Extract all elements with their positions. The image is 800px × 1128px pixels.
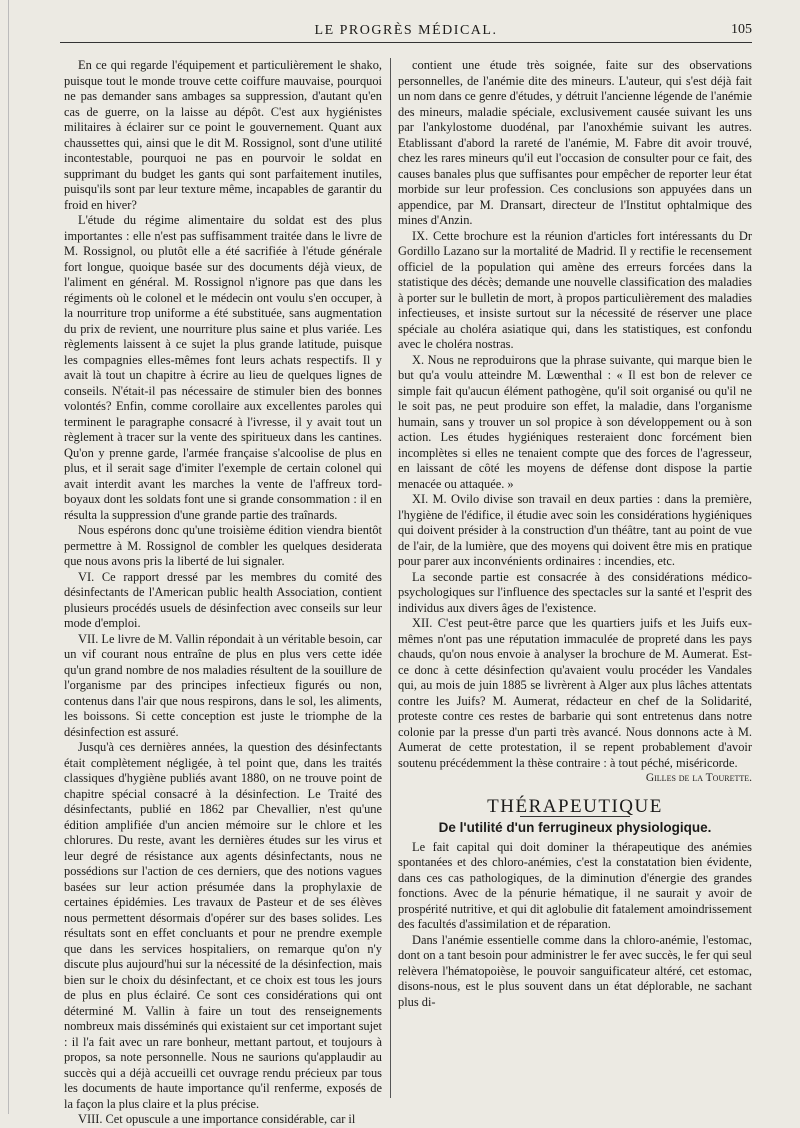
left-column xyxy=(64,58,382,1126)
article-subtitle: De l'utilité d'un ferrugineux physiologique. xyxy=(438,820,712,835)
paragraph: La seconde partie est consacrée à des considérations médico-psychologiques sur l'influence des spectacles sur la santé et l'esprit des individus aux divers âges de l'existence. xyxy=(398,569,752,615)
paragraph: VI. Ce rapport dressé par les membres du comité des désinfectants de l'American public health Association, contient plusieurs procédés usuels de désinfection avec conseils sur leur mode d'emploi. xyxy=(64,569,382,630)
section-title: THÉRAPEUTIQUE xyxy=(487,795,663,817)
paragraph: Dans l'anémie essentielle comme dans la chloro-anémie, l'estomac, dont on a tant besoin pour administrer le fer avec succès, le fer qui seul relèvera l'hématopoièse, le pouvoir sanguificateur altéré, cet estomac, disons-nous, est le plus souvent dans un état déplorable, ne sachant plus di- xyxy=(398,932,752,1009)
paragraph: L'étude du régime alimentaire du soldat est des plus importantes : elle n'est pas suffisamment traitée dans le livre de M. Rossignol, ou plutôt elle a été sacrifiée à l'étude générale fort longue, quoique basée sur des documents déjà vieux, de l'aliment en général. M. Rossignol n'ignore pas que dans les régiments où le colonel et le médecin ont voulu s'en occuper, à la nourriture trop uniforme a été substituée, sans augmentation du prix de revient, une nourriture plus saine et plus variée. Les règlements laissent à ce sujet la plus grande latitude, puisque les compagnies elles-mêmes font leurs achats respectifs. Il y avait là tout un chapitre à écrire au lieu de quelques lignes de conseils. N'était-il pas nécessaire de stimuler bien des bonnes volontés? Enfin, comme corollaire aux excellentes paroles qui terminent le paragraphe consacré à l'ivresse, il y avait tout un règlement à tracer sur la vente des spiritueux dans les cantines. Qu'on y prenne garde, l'armée française s'alcoolise de plus en plus, et il serait sage d'imiter l'exemple de certain colonel qui avait interdit avant les marches la vente de l'affreux tord-boyaux dont les soldats font une si grande consommation : il en résulta la suppression d'une grande partie des traînards. xyxy=(64,213,382,522)
column-divider xyxy=(390,58,391,1098)
page-number: 105 xyxy=(731,22,752,37)
page-edge xyxy=(8,0,9,1114)
paragraph: XII. C'est peut-être parce que les quartiers juifs et les Juifs eux-mêmes n'ont pas une réputation immaculée de propreté dans les pays chauds, qu'on nous envoie à analyser la brochure de M. Aumerat. Est-ce donc à cette désinfection qu'avaient voulu procéder les Vandales qui, au mois de juin 1885 se livrèrent à Alger aux plus lâches attentats contre les Juifs? M. Aumerat, rédacteur en chef de la Solidarité, proteste contre ces restes de barbarie qui sont entretenus dans notre colonie par la presse d'un parti très avancé. Nous donnons acte à M. Aumerat de cette protestation, il se repent probablement d'avoir soutenu précédemment la thèse contraire : à tout péché, miséricorde. xyxy=(398,616,752,770)
paragraph: Le fait capital qui doit dominer la thérapeutique des anémies spontanées et des chloro-anémies, c'est la constatation bien évidente, dans ces cas pathologiques, de la diminution d'énergie des grandes fonctions. Avec de la pénurie hématique, il ne saurait y avoir de prospérité nutritive, et qui dit aglobulie dit fatalement amoindrissement des facultés d'assimilation et de réparation. xyxy=(398,839,752,931)
right-column xyxy=(398,58,752,1110)
author-signature: Gilles de la Tourette. xyxy=(645,772,752,784)
paragraph: VII. Le livre de M. Vallin répondait à un véritable besoin, car un vif courant nous entraîne de plus en plus vers cette idée qu'un grand nombre de nos maladies résultent de la souillure de l'organisme par des principes infectieux figurés ou non, contenus dans l'air que nous respirons, dans le sol, les aliments, les boissons. Si cette conception est juste le triomphe de la désinfection est assuré. xyxy=(64,631,382,739)
paragraph: VIII. Cet opuscule a une importance considérable, car il xyxy=(78,1112,356,1126)
paragraph: XI. M. Ovilo divise son travail en deux parties : dans la première, l'hygiène de l'édifice, il étudie avec soin les considérations hygiéniques qui doivent présider à la construction d'un théâtre, tant au point de vue de l'air, de la lumière, que des moyens qui doivent être mis en pratique pour parer aux inconvénients ordinaires : incendies, etc. xyxy=(398,492,752,568)
paragraph: contient une étude très soignée, faite sur des observations personnelles, de l'anémie dite des mineurs. L'auteur, qui s'est déjà fait un nom dans ce genre d'études, y détruit l'ancienne légende de l'anémie des mineurs, maladie spéciale, exclusivement causée suivant les uns par l'ankylostome duodénal, par l'anoxhémie suivant les autres. Etablissant d'abord la rareté de l'anémie, M. Fabre dit avoir trouvé, chez les rares mineurs qu'il eut l'occasion de consulter pour ce fait, des causes banales plus que suffisantes pour empêcher de reporter leur état morbide sur leur profession. Ces conclusions son appuyées dans un appendice, par M. Dransart, directeur de l'Institut ophtalmique des mines d'Anzin. xyxy=(398,58,752,227)
paragraph: Nous espérons donc qu'une troisième édition viendra bientôt permettre à M. Rossignol de combler les quelques desiderata que nous avons pris la liberté de lui signaler. xyxy=(64,523,382,568)
journal-title: LE PROGRÈS MÉDICAL. xyxy=(314,23,498,38)
paragraph: IX. Cette brochure est la réunion d'articles fort intéressants du Dr Gordillo Lazano sur la mortalité de Madrid. Il y rectifie le recensement officiel de la population qui amène des erreurs forcées dans la statistique des décès; demande une nouvelle classification des maladies à porter sur le bulletin de mort, à propos particulièrement des maladies infectieuses, et insiste surtout sur la nécessité de réserver une place spéciale au choléra asiatique qui, dans les statistiques, est confondu avec le choléra nostras. xyxy=(398,228,752,351)
paragraph: En ce qui regarde l'équipement et particulièrement le shako, puisque tout le monde trouve cette coiffure mauvaise, pourquoi ne pas demander sans ambages sa suppression, d'autant qu'en cas de guerre, on la laisse au dépôt. C'est aux hygiénistes militaires à éclairer sur ce point le gouvernement. Quant aux chaussettes qui, ainsi que le dit M. Rossignol, sont d'une utilité incontestable, pourquoi ne pas en pourvoir le soldat en supprimant du budget les gants qui sont parfaitement inutiles, puisqu'ils sont par leur texture même, incapables de garantir du froid en hiver? xyxy=(64,58,382,212)
paragraph: X. Nous ne reproduirons que la phrase suivante, qui marque bien le but qu'a voulu atteindre M. Lœwenthal : « Il est bon de relever ce simple fait qu'aucun élément pathogène, qu'il soit organisé ou qu'il ne le soit pas, ne peut produire son effet, la maladie, dans l'organisme humain, sans y trouver un sol propice à son développement ou à son action. Les études hygiéniques resteraient donc forcément bien incomplètes si elles ne tenaient compte que des forces de l'agresseur, en laissant de côté les moyens de défense dont dispose la partie menacée ou attaquée. » xyxy=(398,352,752,491)
paragraph: Jusqu'à ces dernières années, la question des désinfectants était complètement négligée, à tel point que, dans les traités classiques d'hygiène publiés avant 1880, on ne trouve point de chapitre spécial consacré à la désinfection. Le Traité des désinfectants, publié en 1862 par Chevallier, n'est qu'une édition amplifiée d'un ancien mémoire sur le chlore et les chlorures. Du reste, avant les dernières études sur les virus et leur degré de résistance aux agents désinfectants, nous ne possédions sur l'action de ces derniers, que des notions vagues basées sur leur action présumée dans la prophylaxie de certaines épidémies. Les travaux de Pasteur et de ses élèves nous permettent désormais d'opérer sur des bases solides. Les résultats sont en effet concluants et pour ne prendre exemple que dans les services hospitaliers, on remarque qu'on n'y discute plus aujourd'hui sur la nécessité de la désinfection, mais bien sur le choix du désinfectant, et ce choix est tous les jours de plus en plus éclairé. Ce sont ces considérations qui ont déterminé M. Vallin à faire un tout des renseignements nombreux mais disséminés qui existaient sur cet important sujet : il l'a fait avec un rare bonheur, mettant partout, et toujours à propos, sa note personnelle. Nous ne saurions qu'applaudir au succès qui a déjà accueilli cet ouvrage rendu précieux par tous les documents de haute importance qu'il renferme, exposés de la façon la plus claire et la plus précise. xyxy=(64,740,382,1111)
running-header xyxy=(60,20,752,43)
